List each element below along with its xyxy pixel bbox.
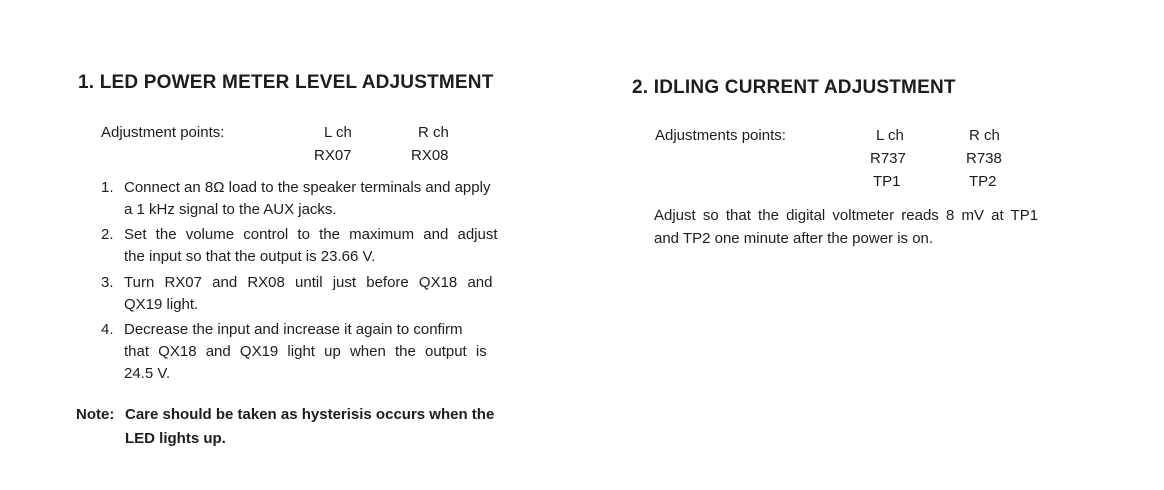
col-header-r-ch: R ch — [418, 124, 449, 141]
col-header-r-ch: R ch — [969, 127, 1000, 144]
step-number: 2. — [101, 226, 114, 243]
body-line: and TP2 one minute after the power is on. — [654, 230, 934, 247]
step-line: 24.5 V. — [124, 365, 171, 382]
adjustment-points-label: Adjustment points: — [101, 124, 225, 141]
step-line: that QX18 and QX19 light up when the output is — [124, 343, 487, 360]
section-1-heading: 1. LED POWER METER LEVEL ADJUSTMENT — [78, 72, 494, 93]
note-label: Note: — [76, 406, 115, 423]
step-line: a 1 kHz signal to the AUX jacks. — [124, 201, 337, 218]
note-line: Care should be taken as hysterisis occurs when the — [125, 406, 495, 423]
step-line: QX19 light. — [124, 296, 199, 313]
step-number: 4. — [101, 321, 114, 338]
step-number: 1. — [101, 179, 114, 196]
step-line: Set the volume control to the maximum and adjust — [124, 226, 498, 243]
adjust-point-r: R738 — [966, 150, 1002, 167]
step-line: Turn RX07 and RX08 until just before QX18 and — [124, 274, 493, 291]
note-line: LED lights up. — [125, 430, 226, 447]
step-line: Connect an 8Ω load to the speaker terminals and apply — [124, 179, 491, 196]
adjust-point-r: RX08 — [411, 147, 449, 164]
adjust-point-l: RX07 — [314, 147, 352, 164]
test-point-l: TP1 — [873, 173, 901, 190]
step-line: Decrease the input and increase it again to confirm — [124, 321, 463, 338]
col-header-l-ch: L ch — [324, 124, 352, 141]
test-point-r: TP2 — [969, 173, 997, 190]
col-header-l-ch: L ch — [876, 127, 904, 144]
adjustment-points-label: Adjustments points: — [655, 127, 786, 144]
step-line: the input so that the output is 23.66 V. — [124, 248, 376, 265]
body-line: Adjust so that the digital voltmeter reads 8 mV at TP1 — [654, 207, 1039, 224]
step-number: 3. — [101, 274, 114, 291]
adjust-point-l: R737 — [870, 150, 906, 167]
section-2-heading: 2. IDLING CURRENT ADJUSTMENT — [632, 77, 956, 98]
